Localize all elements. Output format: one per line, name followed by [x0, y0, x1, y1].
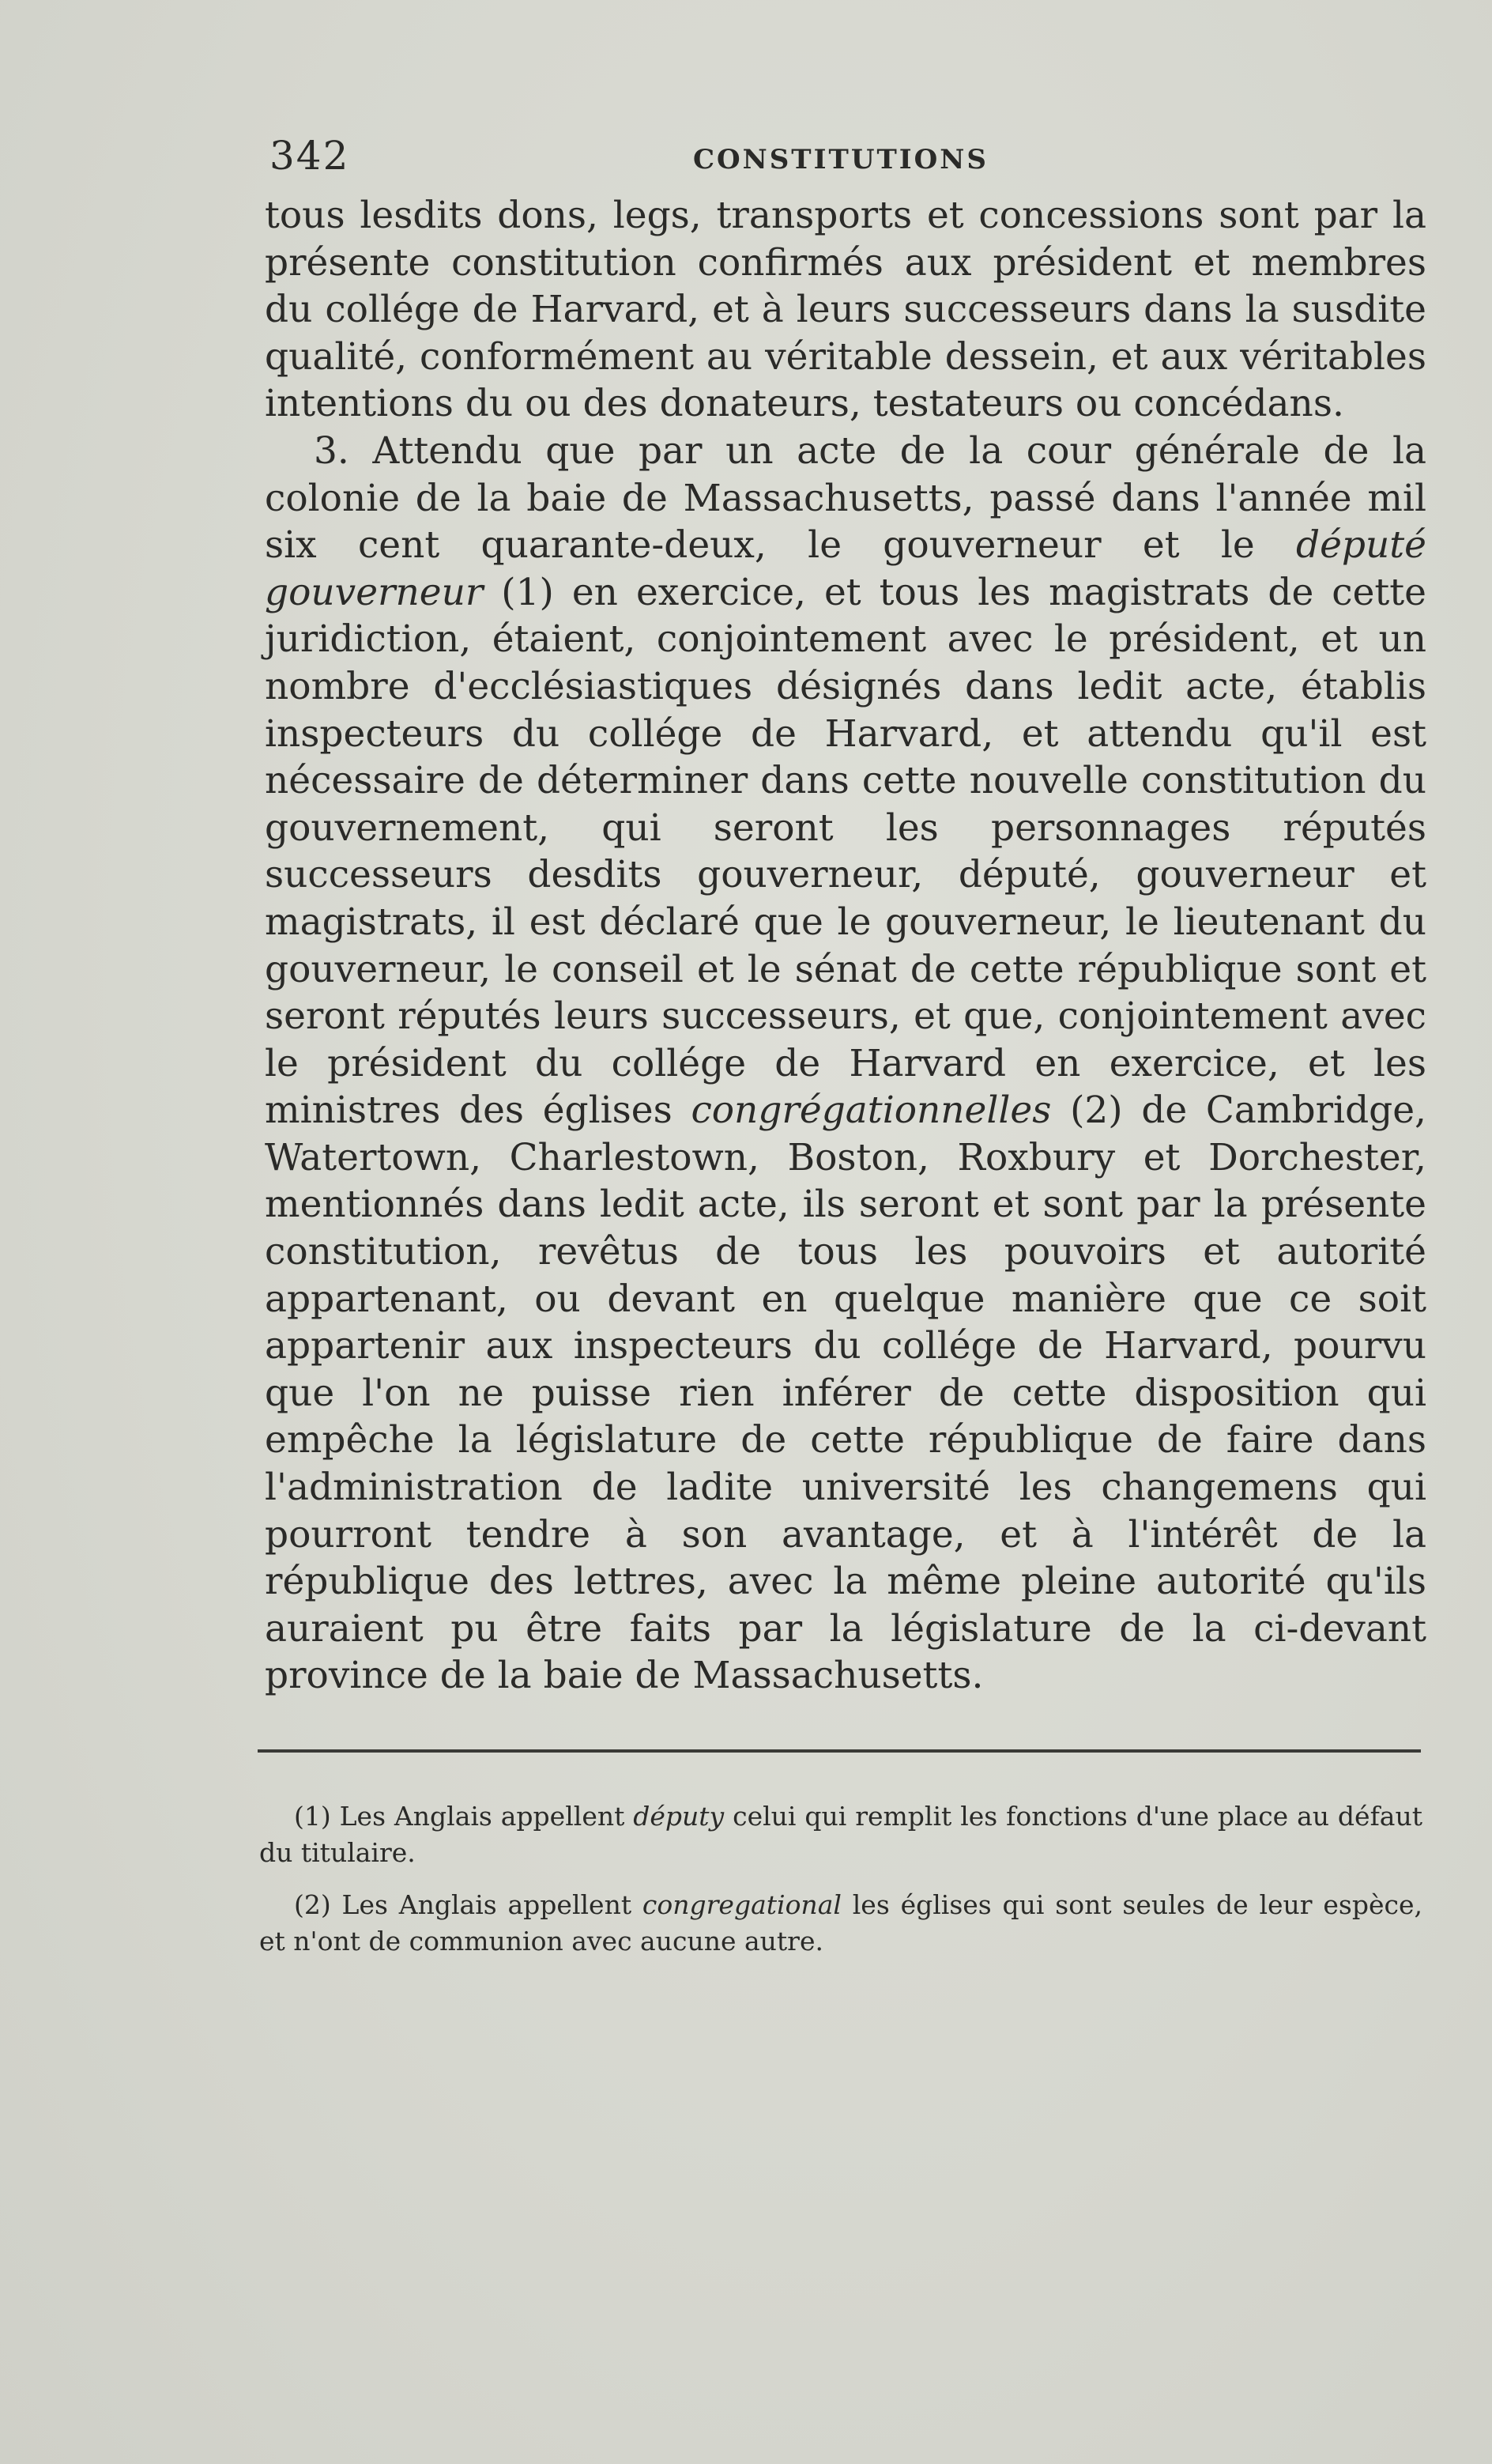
footnote-2-text-b: les églises qui sont seules de leur espèce, et n'ont de communion avec aucune autre.	[259, 1889, 1422, 1956]
paragraph-2-text-a: 3. Attendu que par un acte de la cour générale de la colonie de la baie de Massachusetts, passé dans l'année mil six cent quarante-deux, le gouverneur et le	[265, 428, 1426, 568]
paragraph-2-text-c: (2) de Cambridge, Watertown, Charlestown, Boston, Roxbury et Dorchester, mentionnés dans ledit acte, ils seront et sont par la présente constitution, revêtus de tous les pouvoirs et autorité appartenant, ou devant en quelque manière que ce soit appartenir aux inspecteurs du collége de Harvard, pourvu que l'on ne puisse rien inférer de cette disposition qui empêche la législature de cette république de faire dans l'administration de ladite université les changemens qui pourront tendre à son avantage, et à l'intérêt de la république des lettres, avec la même pleine autorité qu'ils auraient pu être faits par la législature de la ci-devant province de la baie de Massachusetts.	[265, 1089, 1426, 1698]
paragraph-2-italic-b: congrégationnelles	[691, 1089, 1052, 1133]
footnote-2-text-a: (2) Les Anglais appellent	[294, 1889, 642, 1920]
footnote-divider	[258, 1749, 1421, 1753]
footnotes	[259, 1798, 1422, 1975]
paragraph-2-italic-a: député gouverneur	[265, 523, 1426, 614]
footnote-1-text-b: celui qui remplit les fonctions d'une place au défaut du titulaire.	[259, 1801, 1422, 1868]
footnote-2-italic: congregational	[642, 1889, 842, 1920]
footnote-1-italic: députy	[633, 1801, 725, 1832]
body-text	[265, 192, 1426, 1700]
paragraph-2	[265, 428, 1426, 1700]
page-number: 342	[269, 133, 350, 179]
paragraph-2-text-b: (1) en exercice, et tous les magistrats de cette juridiction, étaient, conjointement avec le président, et un nombre d'ecclésiastiques désignés dans ledit acte, établis inspecteurs du collége de Harvard, et attendu qu'il est nécessaire de déterminer dans cette nouvelle constitution du gouvernement, qui seront les personnages réputés successeurs desdits gouverneur, député, gouverneur et magistrats, il est déclaré que le gouverneur, le lieutenant du gouverneur, le conseil et le sénat de cette république sont et seront réputés leurs successeurs, et que, conjointement avec le président du collége de Harvard en exercice, et les ministres des églises	[265, 570, 1426, 1133]
paragraph-1: tous lesdits dons, legs, transports et concessions sont par la présente constitution confirmés aux président et membres du collége de Harvard, et à leurs successeurs dans la susdite qualité, conformément au véritable dessein, et aux véritables intentions du ou des donateurs, testateurs ou concédans.	[265, 194, 1426, 426]
footnote-2	[259, 1887, 1422, 1960]
page-header	[265, 133, 1426, 180]
footnote-1-text-a: (1) Les Anglais appellent	[294, 1801, 634, 1832]
footnote-1	[259, 1798, 1422, 1871]
running-title: CONSTITUTIONS	[693, 144, 989, 175]
